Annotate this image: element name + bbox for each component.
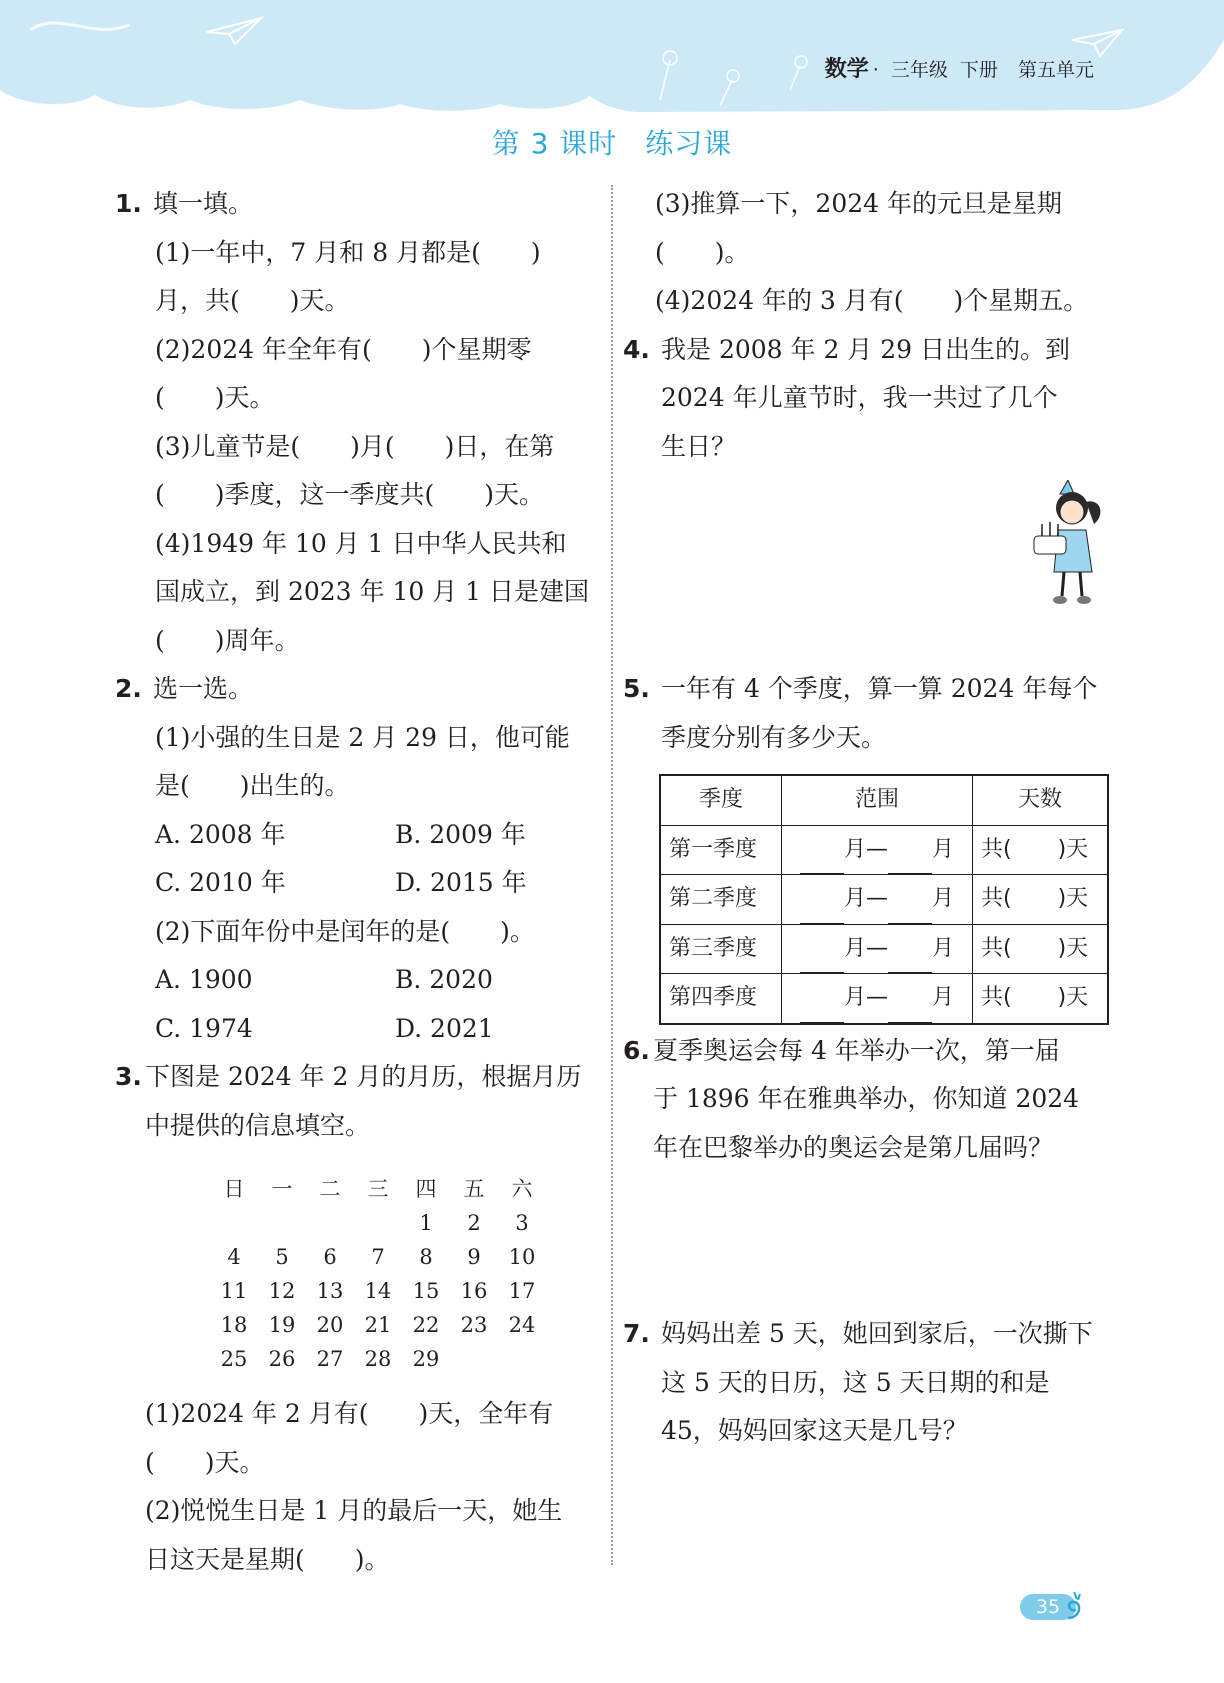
calendar-weekday-header: 二 [319,1177,341,1201]
question-5-line: 季度分别有多少天。 [661,722,887,752]
days-prefix: 共( [981,935,1012,961]
days-cell [973,924,1109,974]
table-row [660,924,1108,974]
question-1-line: 国成立，到 2023 年 10 月 1 日是建国 [155,577,590,606]
month-label: 月 [932,886,955,911]
choice-options [115,811,600,908]
question-number: 1. [115,189,142,218]
question-number: 2. [115,674,142,703]
calendar-day: 24 [508,1313,536,1337]
question-text [661,326,1113,472]
days-cell [973,974,1109,1024]
table-row [660,825,1108,875]
calendar-day [354,1206,402,1240]
days-prefix: 共( [981,836,1012,862]
question-6-line: 于 1896 年在雅典举办，你知道 2024 [653,1084,1080,1113]
question-7-line: 45，妈妈回家这天是几号？ [661,1416,968,1445]
calendar-weekday-header: 一 [271,1177,293,1201]
days-suffix: )天 [1057,985,1089,1010]
calendar-day [498,1342,546,1376]
calendar-weekday-header: 日 [223,1177,245,1201]
range-dash: — [866,836,888,862]
unit-label: 第五单元 [1017,59,1094,81]
answer-blank[interactable] [800,996,844,1023]
month-calendar [210,1172,600,1376]
calendar-day: 5 [275,1245,289,1269]
question-1-line: (3)儿童节是( )月( )日，在第 [155,431,555,461]
answer-blank[interactable] [800,847,844,874]
question-6-line: 年在巴黎举办的奥运会是第几届吗？ [653,1132,1054,1162]
question-3-line: ( )天。 [145,1447,265,1477]
season-name: 第二季度 [660,875,782,925]
left-column [115,180,600,1584]
days-suffix: )天 [1057,935,1089,961]
question-3-line: (1)2024 年 2 月有( )天，全年有 [145,1399,554,1428]
calendar-day: 10 [508,1245,536,1269]
question-3 [115,1053,600,1150]
calendar-day: 26 [268,1347,296,1371]
calendar-day: 12 [268,1279,296,1303]
girl-with-cake-illustration [1020,480,1120,610]
choice-option: D. 2015 年 [395,868,527,897]
question-3-line: (3)推算一下，2024 年的元旦是星期 [655,189,1062,218]
choice-option: A. 1900 [155,965,253,994]
range-dash: — [866,886,888,911]
month-range-cell [782,875,973,925]
question-text [145,1053,600,1150]
season-name: 第四季度 [660,974,782,1024]
question-7-line: 这 5 天的日历，这 5 天日期的和是 [661,1367,1050,1397]
question-text [661,1310,1113,1456]
calendar-day: 9 [467,1245,481,1269]
calendar-day: 8 [419,1245,433,1269]
choice-option: D. 2021 [395,1013,494,1043]
days-suffix: )天 [1057,886,1089,911]
question-number: 4. [623,334,650,364]
calendar-day: 3 [515,1211,529,1235]
answer-blank[interactable] [888,946,932,973]
choice-options [115,956,600,1053]
month-range-cell [782,924,973,974]
season-name: 第三季度 [660,924,782,974]
calendar-day: 13 [316,1279,344,1303]
right-column [623,180,1113,1456]
days-prefix: 共( [981,985,1012,1010]
dandelion-icon [640,40,820,110]
days-suffix: )天 [1057,836,1089,862]
question-text [661,665,1113,762]
calendar-day: 6 [323,1245,337,1269]
question-1-line: (2)2024 年全年有( )个星期零 [155,334,532,364]
answer-blank[interactable] [888,996,932,1023]
question-6 [623,1027,1113,1173]
calendar-day: 15 [412,1279,440,1303]
month-range-cell [782,974,973,1024]
question-3-line: 中提供的信息填空。 [145,1110,371,1140]
calendar-weekday-header: 三 [367,1177,389,1201]
lesson-number: 第 3 课时 [491,127,618,160]
choice-option: C. 1974 [155,1013,253,1043]
answer-blank[interactable] [888,897,932,924]
header-info [825,52,1094,83]
question-number: 3. [115,1062,142,1091]
calendar-day: 7 [371,1245,385,1269]
swirl-icon [1064,1590,1084,1622]
month-label: 月 [843,935,866,961]
header-dot: · [872,59,879,81]
question-1-line: ( )周年。 [155,625,300,655]
days-prefix: 共( [981,886,1012,911]
calendar-day: 16 [460,1279,488,1303]
table-header: 季度 [660,775,782,825]
choice-option: C. 2010 年 [155,868,286,897]
page-title [0,122,1224,162]
table-header: 范围 [782,775,973,825]
grade-label: 三年级 [890,59,948,81]
page-number-badge: 35 [1020,1594,1076,1620]
question-5-line: 一年有 4 个季度，算一算 2024 年每个 [661,674,1098,703]
choice-option: B. 2020 [395,965,493,994]
month-label: 月 [932,985,955,1010]
answer-blank[interactable] [800,897,844,924]
table-row [660,875,1108,925]
question-1-line: ( )季度，这一季度共( )天。 [155,480,545,509]
question-number: 7. [623,1319,650,1348]
calendar-day: 21 [364,1313,392,1337]
range-dash: — [866,935,888,961]
calendar-day: 28 [364,1347,392,1371]
calendar-day: 25 [220,1347,248,1371]
question-4 [623,326,1113,472]
question-2 [115,665,600,714]
calendar-day: 19 [268,1313,296,1337]
calendar-day: 27 [316,1347,344,1371]
answer-blank[interactable] [888,847,932,874]
calendar-day: 4 [227,1245,241,1269]
calendar-day: 29 [412,1347,440,1371]
question-text: 填一填。 [153,189,254,218]
question-3-line: ( )。 [655,237,750,267]
calendar-day: 11 [220,1279,248,1303]
choice-option: B. 2009 年 [395,819,526,849]
days-cell [973,875,1109,925]
answer-blank[interactable] [800,946,844,973]
question-number: 6. [623,1035,650,1065]
calendar-day: 23 [460,1313,488,1337]
table-row [660,974,1108,1024]
calendar-day: 17 [508,1279,536,1303]
question-3-line: (2)悦悦生日是 1 月的最后一天，她生 [145,1496,563,1525]
table-header-row [660,775,1108,825]
question-3-line: 日这天是星期( )。 [145,1544,390,1574]
calendar-weekday-header: 五 [463,1177,485,1201]
question-1-line: (1)一年中，7 月和 8 月都是( ) [155,237,541,267]
season-name: 第一季度 [660,825,782,875]
question-4-line: 生日？ [661,431,737,461]
table-header: 天数 [973,775,1109,825]
calendar-day [306,1206,354,1240]
question-4-line: 2024 年儿童节时，我一共过了几个 [661,383,1058,412]
calendar-day [210,1206,258,1240]
page-number [1020,1590,1080,1622]
calendar-day: 18 [220,1313,248,1337]
question-text [653,1027,1113,1173]
question-2-line: 是( )出生的。 [155,771,350,800]
lesson-name: 练习课 [645,127,733,160]
month-label: 月 [932,836,955,862]
question-1-line: (4)1949 年 10 月 1 日中华人民共和 [155,528,567,558]
calendar-day: 1 [419,1211,433,1235]
question-text: 选一选。 [153,674,254,703]
question-3-line: (4)2024 年的 3 月有( )个星期五。 [655,286,1089,315]
paper-plane-icon [205,14,265,48]
calendar-day [258,1206,306,1240]
calendar-day: 14 [364,1279,392,1303]
question-1-line: ( )天。 [155,383,275,412]
question-6-line: 夏季奥运会每 4 年举办一次，第一届 [653,1035,1060,1065]
season-table [659,774,1109,1025]
month-label: 月 [843,836,866,862]
question-7 [623,1310,1113,1456]
question-5 [623,665,1113,762]
calendar-day [450,1342,498,1376]
question-1 [115,180,600,229]
calendar-day: 2 [467,1211,481,1235]
question-2-line: (2)下面年份中是闰年的是( )。 [155,916,535,946]
month-label: 月 [843,985,866,1010]
calendar-weekday-header: 四 [415,1177,437,1201]
calendar-day: 20 [316,1313,344,1337]
question-3-line: 下图是 2024 年 2 月的月历，根据月历 [145,1062,582,1091]
month-label: 月 [932,935,955,961]
choice-option: A. 2008 年 [155,819,286,849]
answer-space [623,1172,1113,1310]
calendar-day: 22 [412,1313,440,1337]
month-label: 月 [843,886,866,911]
question-4-line: 我是 2008 年 2 月 29 日出生的。到 [661,334,1071,364]
days-cell [973,825,1109,875]
question-2-line: (1)小强的生日是 2 月 29 日，他可能 [155,722,570,752]
question-1-line: 月，共( )天。 [155,286,350,315]
subject-label: 数学 [824,57,869,82]
question-number: 5. [623,674,650,703]
question-7-line: 妈妈出差 5 天，她回到家后，一次撕下 [661,1319,1093,1348]
term-label: 下册 [959,59,998,81]
month-range-cell [782,825,973,875]
range-dash: — [866,985,888,1010]
calendar-weekday-header: 六 [511,1177,533,1201]
